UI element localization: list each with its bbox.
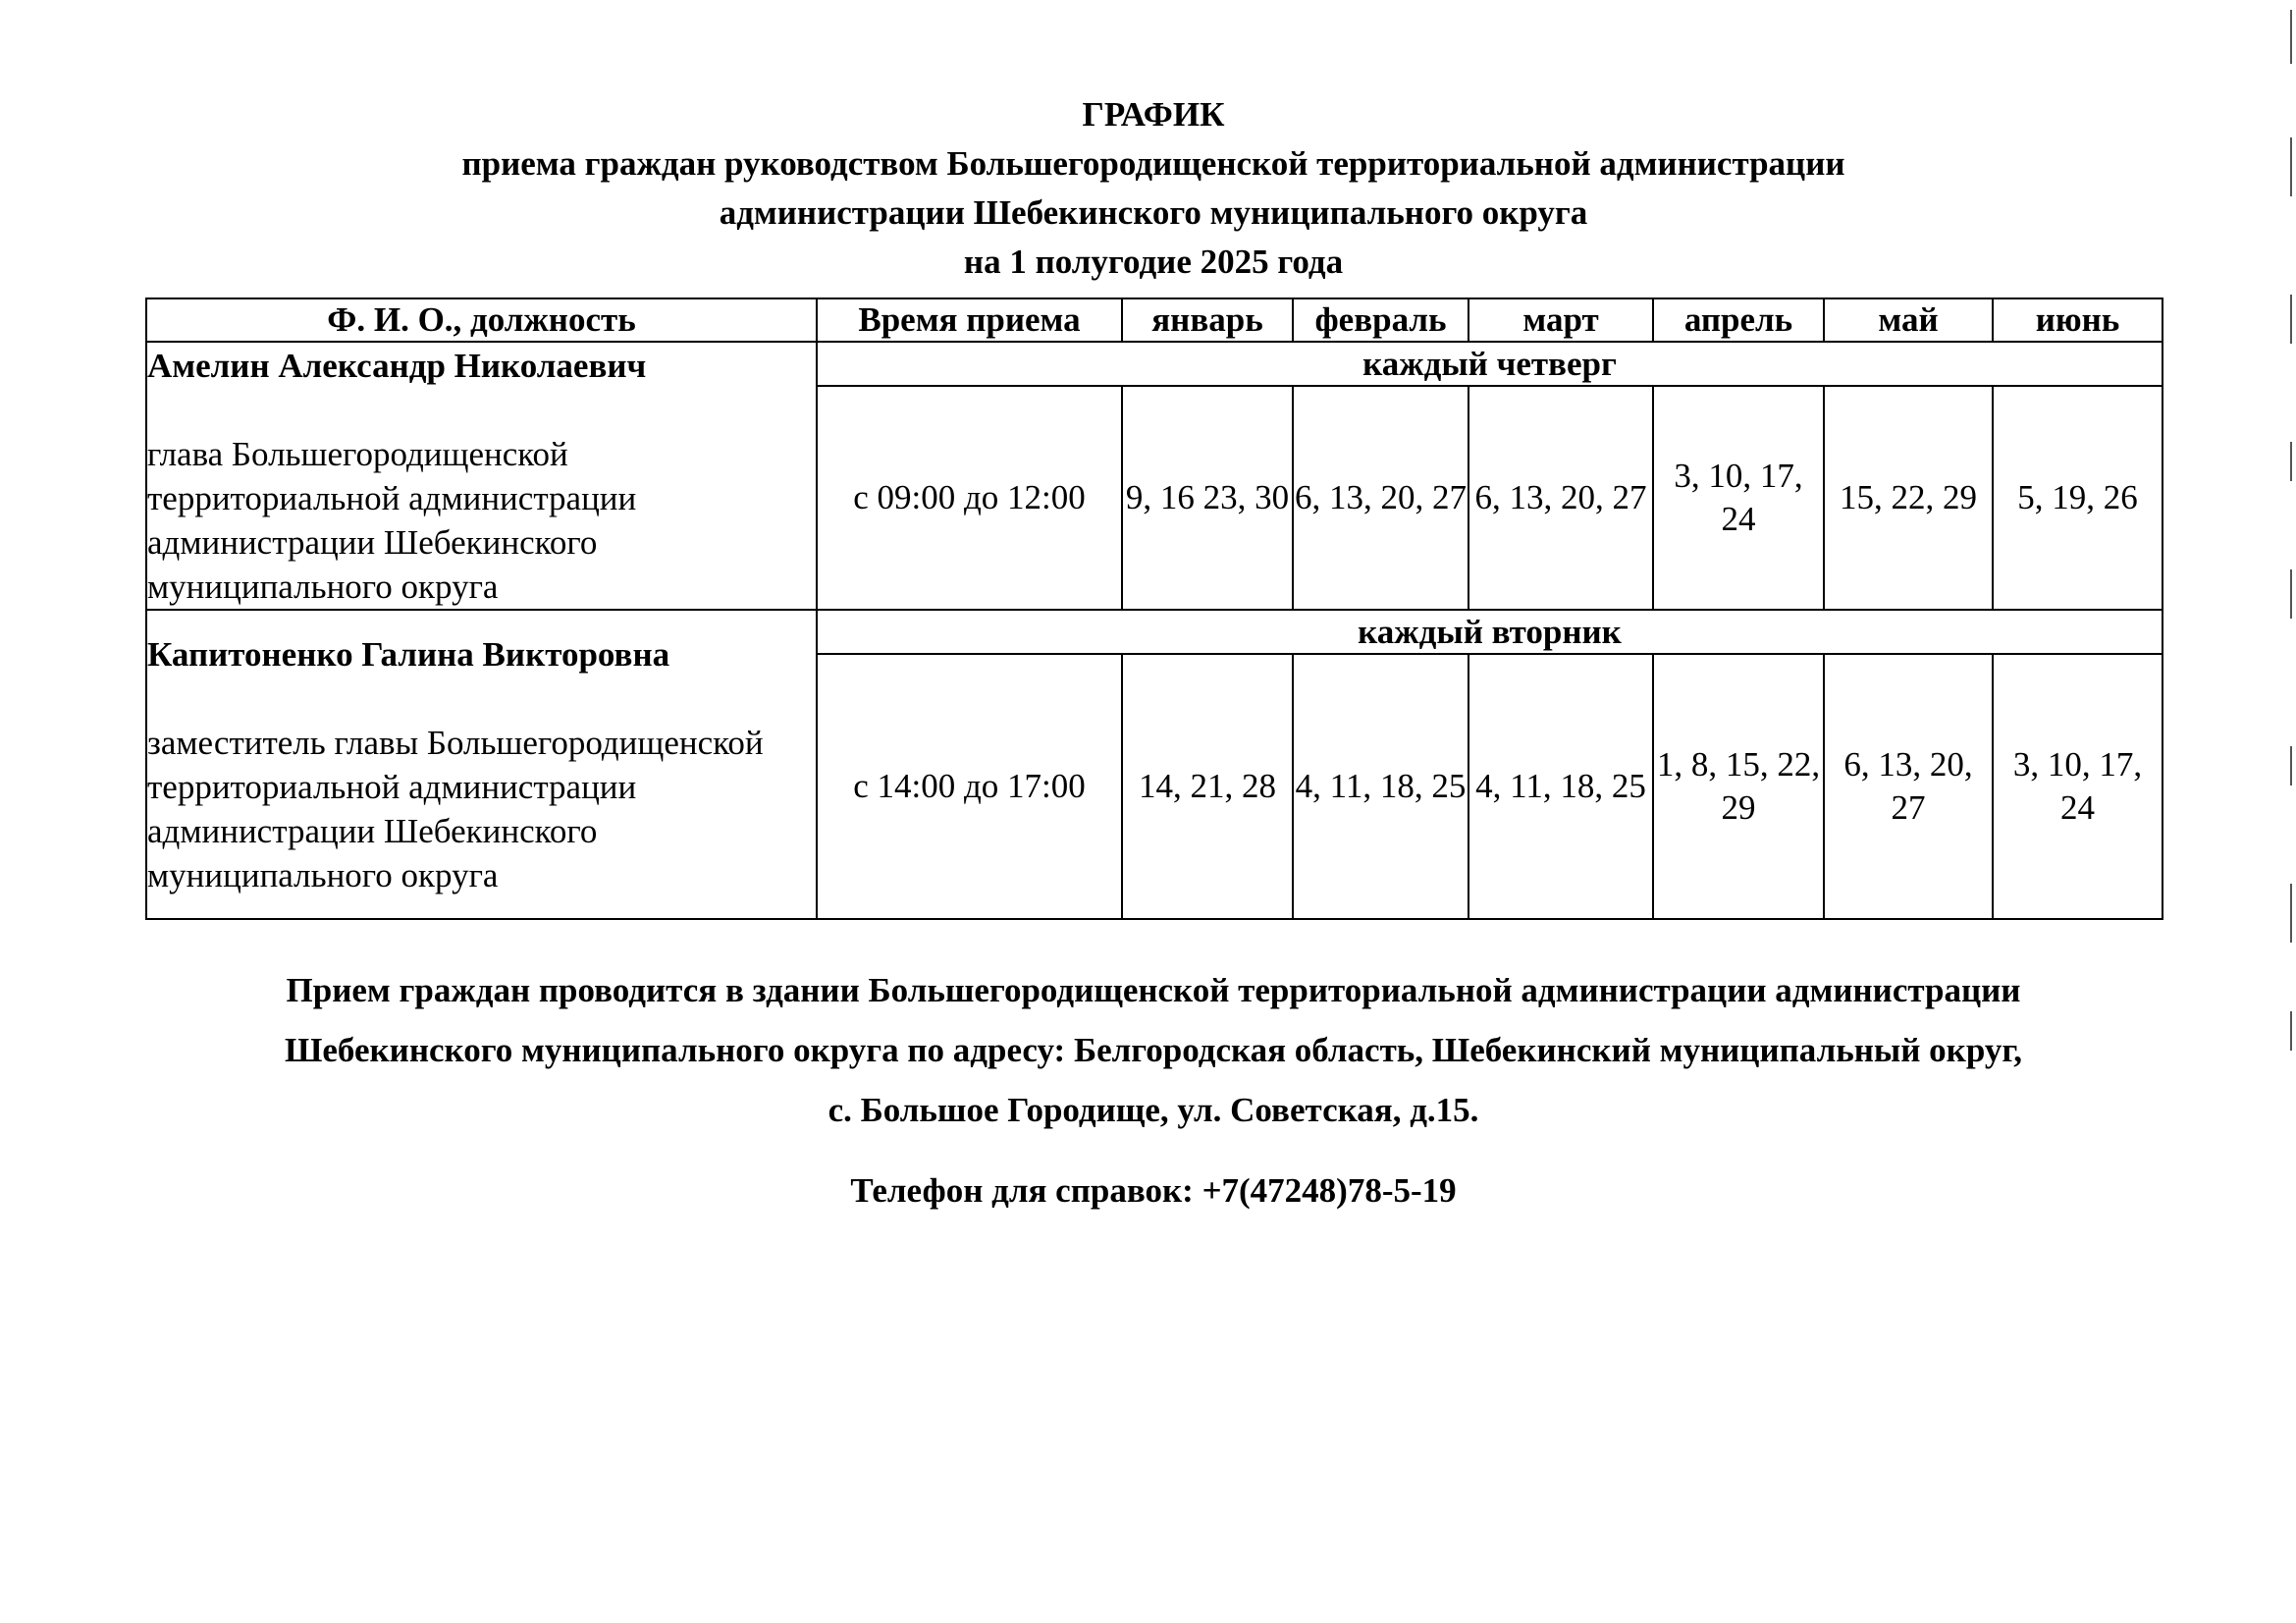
reception-time: с 09:00 до 12:00	[817, 386, 1122, 610]
table-row	[146, 342, 2163, 386]
schedule-table	[145, 298, 2163, 920]
header-name-position: Ф. И. О., должность	[146, 298, 817, 342]
scan-edge-marks	[2288, 0, 2296, 1623]
document-subtitle-line2: администрации Шебекинского муниципального округа	[719, 193, 1588, 232]
dates-may: 6, 13, 20, 27	[1824, 654, 1993, 919]
dates-june: 3, 10, 17, 24	[1993, 654, 2163, 919]
person-position: заместитель главы Большегородищенской территориальной администрации администрации Шебекинского муниципального округа	[147, 723, 764, 894]
dates-february: 4, 11, 18, 25	[1293, 654, 1468, 919]
document-subtitle-line3: на 1 полугодие 2025 года	[963, 243, 1344, 281]
header-january: январь	[1122, 298, 1293, 342]
address-line2: Шебекинского муниципального округа по адресу: Белгородская область, Шебекинский муниципальный округ,	[284, 1031, 2023, 1069]
address-line1: Прием граждан проводится в здании Большегородищенской территориальной администрации администрации	[286, 971, 2021, 1009]
dates-march: 6, 13, 20, 27	[1468, 386, 1653, 610]
dates-january: 14, 21, 28	[1122, 654, 1293, 919]
person-cell	[146, 342, 817, 610]
header-april: апрель	[1653, 298, 1824, 342]
dates-april: 1, 8, 15, 22, 29	[1653, 654, 1824, 919]
header-march: март	[1468, 298, 1653, 342]
person-cell	[146, 610, 817, 919]
header-june: июнь	[1993, 298, 2163, 342]
dates-january: 9, 16 23, 30	[1122, 386, 1293, 610]
phone-line: Телефон для справок: +7(47248)78-5-19	[850, 1171, 1457, 1210]
dates-april: 3, 10, 17, 24	[1653, 386, 1824, 610]
person-name: Капитоненко Галина Викторовна	[147, 634, 670, 674]
day-label: каждый четверг	[817, 342, 2163, 386]
document-subtitle-line1: приема граждан руководством Большегородищенской территориальной администрации	[461, 144, 1845, 183]
reception-time: с 14:00 до 17:00	[817, 654, 1122, 919]
dates-may: 15, 22, 29	[1824, 386, 1993, 610]
table-header-row	[146, 298, 2163, 342]
table-row	[146, 610, 2163, 654]
header-february: февраль	[1293, 298, 1468, 342]
day-label: каждый вторник	[817, 610, 2163, 654]
dates-june: 5, 19, 26	[1993, 386, 2163, 610]
dates-march: 4, 11, 18, 25	[1468, 654, 1653, 919]
address-line3: с. Большое Городище, ул. Советская, д.15.	[828, 1091, 1479, 1129]
address-note	[147, 960, 2160, 1140]
dates-february: 6, 13, 20, 27	[1293, 386, 1468, 610]
document-title: ГРАФИК	[1082, 95, 1225, 134]
header-may: май	[1824, 298, 1993, 342]
person-position: глава Большегородищенской территориальной администрации администрации Шебекинского муниципального округа	[147, 434, 637, 606]
person-name: Амелин Александр Николаевич	[147, 346, 647, 385]
header-time: Время приема	[817, 298, 1122, 342]
document-header	[147, 90, 2160, 287]
